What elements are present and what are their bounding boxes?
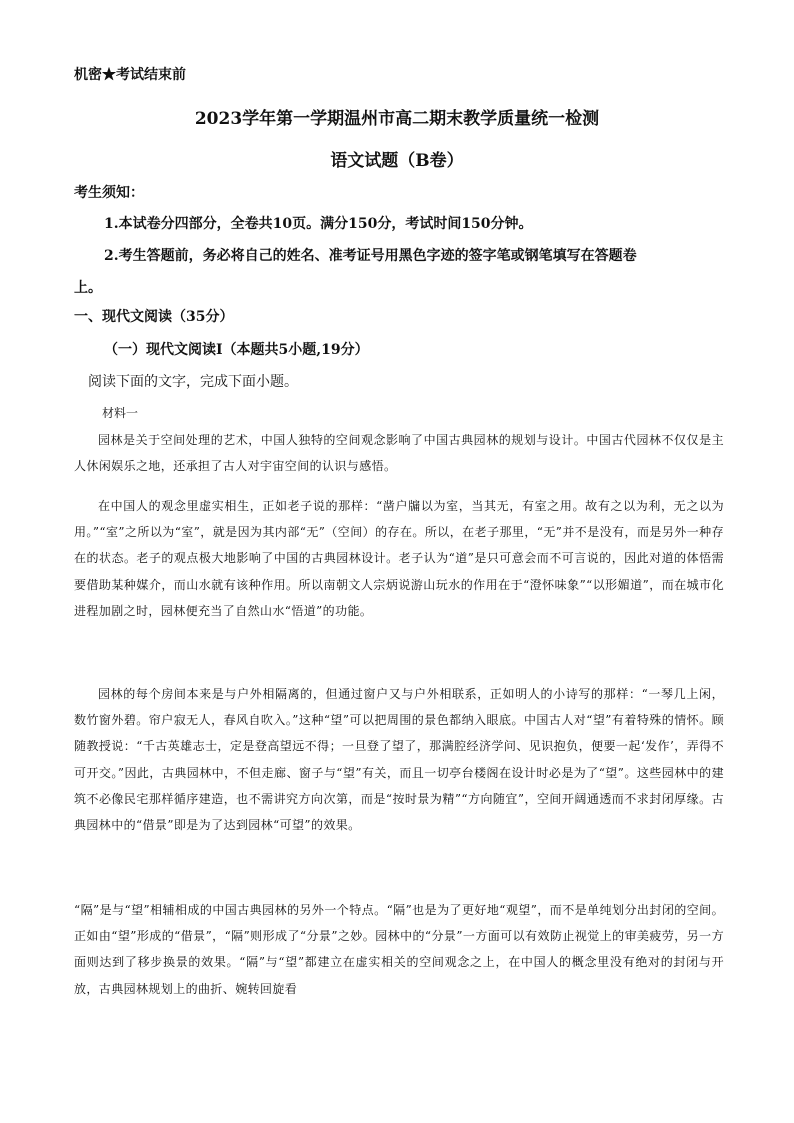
notice-heading: 考生须知： [74,185,144,201]
section-heading: 一、现代文阅读（35分） [74,309,234,325]
paragraph-2: 在中国人的观念里虚实相生，正如老子说的那样：“凿户牖以为室，当其无，有室之用。故有之以为利，无之以为用。”“室”之所以为“室”，就是因为其内部“无”（空间）的存在。所以，在老子那里，“无”并不是没有，而是另外一种存在的状态。老子的观点极大地影响了中国的古典园林设计。老子认为“道”是只可意会而不可言说的，因此对道的体悟需要借助某种媒介，而山水就有该种作用。所以南朝文人宗炳说游山玩水的作用在于“澄怀味象”“以形媚道”，而在城市化进程加剧之时，园林便充当了自然山水“悟道”的功能。 [74,499,724,618]
paragraph-1: 园林是关于空间处理的艺术，中国人独特的空间观念影响了中国古典园林的规划与设计。中国古代园林不仅仅是主人休闲娱乐之地，还承担了古人对宇宙空间的认识与感悟。 [74,433,724,474]
notice-item-2: 2.考生答题前，务必将自己的姓名、准考证号用黑色字迹的签字笔或钢笔填写在答题卷 [104,248,637,264]
exam-title: 2023学年第一学期温州市高二期末教学质量统一检测 [194,109,600,129]
reading-instruction: 阅读下面的文字，完成下面小题。 [88,374,298,390]
notice-item-1: 1.本试卷分四部分，全卷共10页。满分150分，考试时间150分钟。 [104,216,533,232]
exam-subtitle: 语文试题（B卷） [330,151,464,171]
material-label: 材料一 [102,406,139,420]
paragraph-4: “隔”是与“望”相辅相成的中国古典园林的另外一个特点。“隔”也是为了更好地“观望”，而不是单纯划分出封闭的空间。正如由“望”形成的“借景”，“隔”则形成了“分景”之妙。园林中的“分景”一方面可以有效防止视觉上的审美疲劳，另一方面则达到了移步换景的效果。“隔”与“望”都建立在虚实相关的空间观念之上，在中国人的概念里没有绝对的封闭与开放，古典园林规划上的曲折、婉转回旋看 [74,903,724,996]
subsection-heading: （一）现代文阅读Ⅰ（本题共5小题,19分） [104,342,369,358]
notice-item-2-continued: 上。 [74,280,102,296]
paragraph-3: 园林的每个房间本来是与户外相隔离的，但通过窗户又与户外相联系，正如明人的小诗写的那样：“一琴几上闲，数竹窗外碧。帘户寂无人，春风自吹入。”这种“望”可以把周围的景色都纳入眼底。中国古人对“望”有着特殊的情怀。顾随教授说：“千古英雄志士，定是登高望远不得；一旦登了望了，那满腔经济学问、见识抱负，便要一起‘发作’，弄得不可开交。”因此，古典园林中，不但走廊、窗子与“望”有关，而且一切亭台楼阁在设计时必是为了“望”。这些园林中的建筑不必像民宅那样循序建造，也不需讲究方向次第，而是“按时景为精”“方向随宜”，空间开阔通透而不求封闭厚缘。古典园林中的“借景”即是为了达到园林“可望”的效果。 [74,687,724,833]
confidential-label: 机密★考试结束前 [74,67,186,83]
